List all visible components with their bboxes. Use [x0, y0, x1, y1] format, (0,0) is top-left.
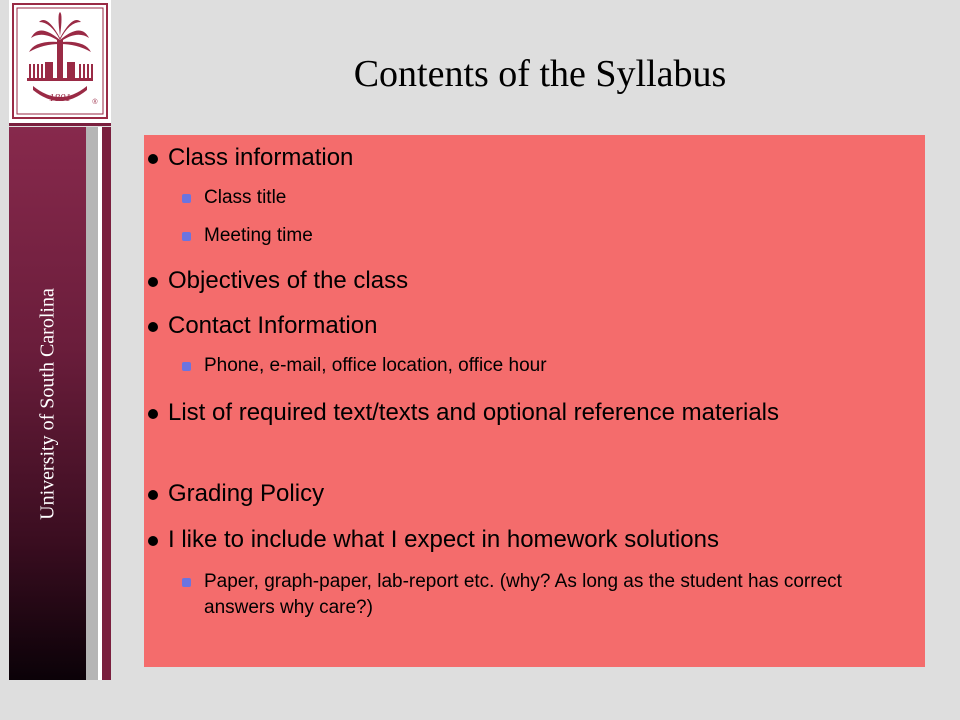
- svg-text:®: ®: [92, 99, 98, 106]
- university-logo: [9, 0, 111, 123]
- bullet-contact-information: Contact Information: [168, 311, 908, 341]
- content-panel: [144, 135, 925, 667]
- bullet-objectives: Objectives of the class: [168, 266, 908, 296]
- slide-title: Contents of the Syllabus: [353, 53, 727, 95]
- bullet-grading-policy: Grading Policy: [168, 479, 908, 509]
- sub-bullet-homework-format: Paper, graph-paper, lab-report etc. (why? As long as the student has correct answers why care?): [204, 569, 904, 621]
- palmetto-seal-icon: [9, 0, 111, 123]
- sidebar-university-name: University of South Carolina: [36, 288, 59, 520]
- sub-bullet-contact-details: Phone, e-mail, office location, office hour: [204, 353, 904, 379]
- svg-text:1801: 1801: [49, 92, 71, 104]
- header-divider: [9, 123, 111, 126]
- bullet-homework-expectations: I like to include what I expect in homework solutions: [168, 525, 908, 555]
- sidebar-stripe-gray: [86, 127, 98, 680]
- sub-bullet-class-title: Class title: [204, 185, 904, 211]
- sidebar-stripe-maroon: [102, 127, 111, 680]
- sub-bullet-meeting-time: Meeting time: [204, 223, 904, 249]
- bullet-class-information: Class information: [168, 143, 908, 173]
- bullet-required-texts: List of required text/texts and optional reference materials: [168, 398, 908, 428]
